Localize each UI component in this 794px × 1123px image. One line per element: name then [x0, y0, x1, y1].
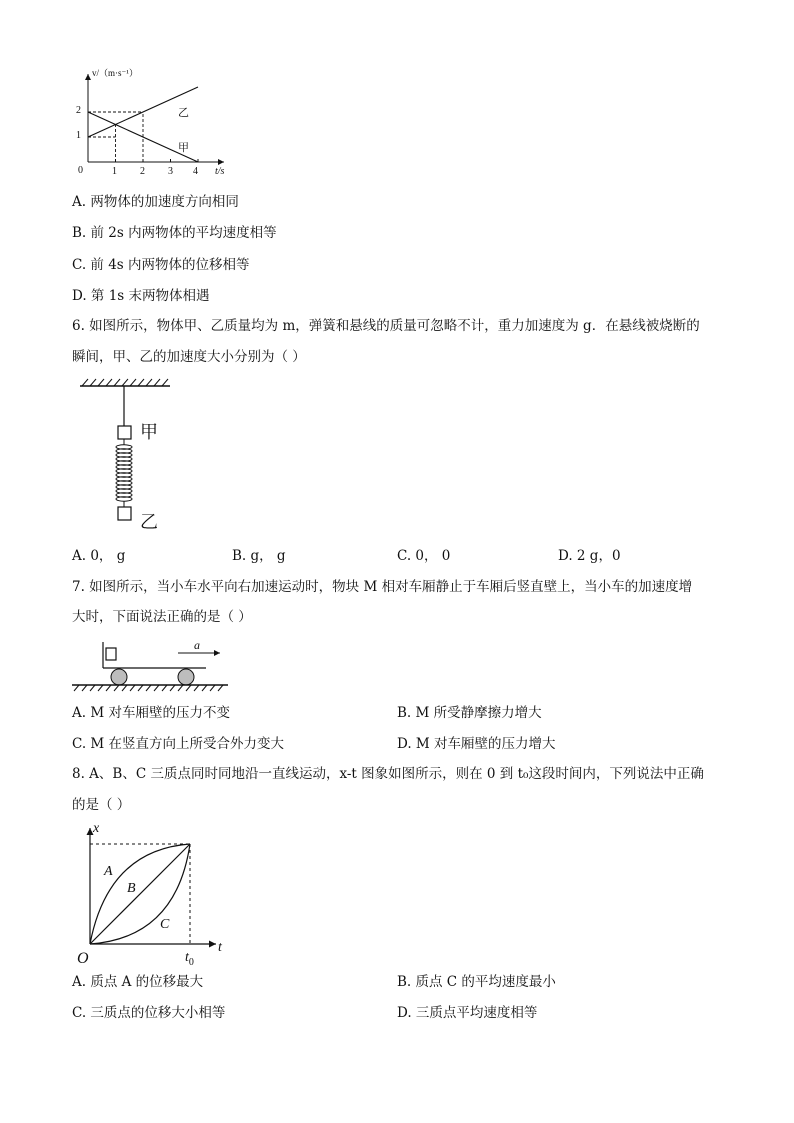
q7-option-b: B. M 所受静摩擦力增大: [397, 705, 542, 721]
series-label-jia: 甲: [178, 142, 189, 154]
ceiling-hatch: [82, 379, 168, 386]
label-a: A: [104, 864, 113, 879]
q7-option-c: C. M 在竖直方向上所受合外力变大: [72, 736, 285, 752]
x-tick-label: 2: [140, 166, 145, 177]
q6-stem-line1: 6. 如图所示，物体甲、乙质量均为 m，弹簧和悬线的质量可忽略不计，重力加速度为 g．在悬线被烧断的: [72, 318, 700, 334]
y-tick-label: 1: [76, 130, 81, 141]
t0-label: $t_0$: [185, 950, 194, 968]
origin-label: O: [77, 950, 89, 967]
q8-option-a: A. 质点 A 的位移最大: [72, 974, 204, 990]
q8-option-b: B. 质点 C 的平均速度最小: [397, 974, 556, 990]
q8-option-d: D. 三质点平均速度相等: [397, 1005, 538, 1021]
q7-stem-line2: 大时，下面说法正确的是（ ）: [72, 609, 252, 625]
q7-option-d: D. M 对车厢壁的压力增大: [397, 736, 556, 752]
q5-option-d: D. 第 1s 末两物体相遇: [72, 288, 210, 304]
origin-label: 0: [78, 165, 83, 176]
q6-option-c: C. 0， 0: [397, 548, 451, 564]
block-m: [106, 648, 116, 660]
q6-stem-line2: 瞬间，甲、乙的加速度大小分别为（ ）: [72, 349, 306, 365]
q6-option-a: A. 0， g: [72, 548, 126, 564]
axis-label-x: x: [93, 821, 100, 836]
q5-option-a: A. 两物体的加速度方向相同: [72, 194, 239, 210]
q5-option-b: B. 前 2s 内两物体的平均速度相等: [72, 225, 277, 241]
label-b: B: [127, 881, 136, 896]
x-tick-label: 3: [168, 166, 173, 177]
q8-stem-line2: 的是（ ）: [72, 797, 131, 813]
q7-option-a: A. M 对车厢壁的压力不变: [72, 705, 230, 721]
ground-hatch: [74, 685, 223, 691]
y-axis-label: v/（m·s⁻¹）: [92, 68, 138, 78]
cart-wheel-rear: [111, 669, 127, 685]
q8-xt-graph: [74, 820, 234, 968]
x-tick-label: 1: [112, 166, 117, 177]
q7-stem-line1: 7. 如图所示，当小车水平向右加速运动时，物块 M 相对车厢静止于车厢后竖直壁上，当小车的加速度增: [72, 579, 693, 595]
q7-cart-figure: [70, 636, 230, 694]
label-jia: 甲: [140, 422, 158, 442]
q8-option-c: C. 三质点的位移大小相等: [72, 1005, 226, 1021]
block-yi: [118, 507, 131, 520]
label-c: C: [160, 917, 170, 932]
acceleration-label: a: [194, 638, 200, 652]
series-label-yi: 乙: [178, 107, 189, 119]
spring: [116, 439, 132, 507]
y-tick-label: 2: [76, 105, 81, 116]
label-yi: 乙: [140, 512, 158, 532]
q6-option-d: D. 2 g，0: [558, 548, 621, 564]
block-jia: [118, 426, 131, 439]
cart-wheel-front: [178, 669, 194, 685]
x-tick-label: 4: [193, 166, 198, 177]
q8-stem-line1: 8. A、B、C 三质点同时同地沿一直线运动，x-t 图象如图所示，则在 0 到 t₀这段时间内，下列说法中正确: [72, 766, 704, 782]
q6-spring-figure: [76, 378, 186, 533]
q5-vt-graph: [74, 62, 234, 180]
axis-label-t: t: [218, 940, 222, 955]
q6-option-b: B. g， g: [232, 548, 286, 564]
x-axis-label: t/s: [215, 166, 225, 177]
q5-option-c: C. 前 4s 内两物体的位移相等: [72, 257, 250, 273]
